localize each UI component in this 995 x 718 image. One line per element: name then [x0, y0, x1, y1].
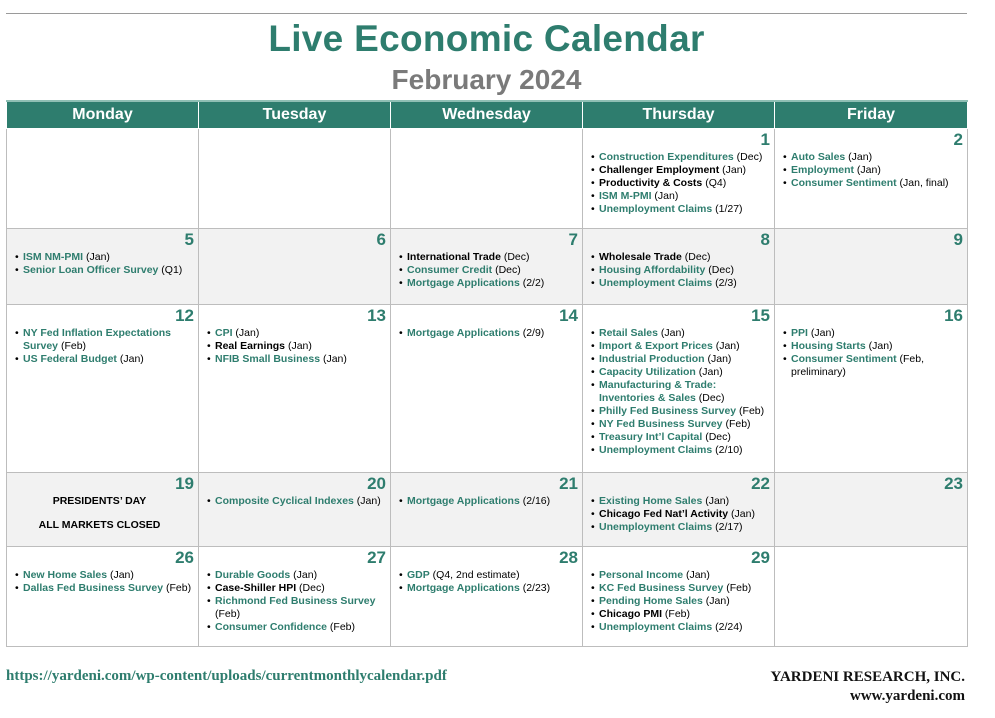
- event-period: (Dec): [702, 430, 731, 443]
- weekday-header: Monday: [7, 101, 199, 128]
- day-cell: [391, 228, 583, 304]
- event-item: [591, 251, 770, 264]
- event-item: [591, 444, 770, 457]
- event-period: (Feb): [58, 339, 87, 352]
- event-item: [207, 595, 386, 621]
- event-list: [399, 251, 578, 290]
- event-list: [591, 151, 770, 216]
- event-title-link[interactable]: Wholesale Trade: [599, 250, 682, 263]
- day-cell: [583, 228, 775, 304]
- day-cell: [391, 472, 583, 546]
- event-period: (Jan): [683, 568, 710, 581]
- day-number: 26: [175, 547, 194, 567]
- day-cell: [7, 228, 199, 304]
- event-item: [399, 251, 578, 264]
- day-number: 19: [175, 473, 194, 493]
- event-period: (Jan): [719, 163, 747, 176]
- event-title-link[interactable]: Mortgage Applications: [407, 581, 520, 594]
- event-item: [399, 277, 578, 290]
- page-title: Live Economic Calendar: [268, 18, 705, 59]
- event-title-link[interactable]: Housing Starts: [791, 339, 866, 352]
- event-item: [591, 353, 770, 366]
- day-cell: [775, 128, 968, 228]
- event-item: [207, 495, 386, 508]
- event-period: (Jan): [107, 568, 134, 581]
- event-item: [15, 264, 194, 277]
- event-period: (Jan): [116, 352, 144, 365]
- event-title-link[interactable]: GDP: [407, 568, 430, 581]
- weekday-header: Friday: [775, 101, 968, 128]
- event-period: (Jan): [865, 339, 893, 352]
- week-row: [7, 304, 968, 472]
- event-period: (Jan): [728, 507, 755, 520]
- event-item: [591, 264, 770, 277]
- day-number: 5: [184, 229, 194, 249]
- event-item: [591, 621, 770, 634]
- event-title-link[interactable]: Unemployment Claims: [599, 202, 713, 215]
- day-number: 9: [953, 229, 963, 249]
- event-item: [591, 431, 770, 444]
- event-item: [783, 340, 963, 353]
- day-cell: [199, 228, 391, 304]
- event-list: [207, 327, 386, 366]
- event-period: (Dec): [695, 391, 725, 404]
- event-item: [15, 251, 194, 264]
- event-item: [591, 277, 770, 290]
- day-cell: [775, 304, 968, 472]
- event-list: [207, 495, 386, 508]
- event-period: (Q1): [158, 263, 183, 276]
- event-title-link[interactable]: NFIB Small Business: [215, 352, 321, 365]
- day-number: 8: [760, 229, 770, 249]
- event-item: [399, 264, 578, 277]
- week-row: [7, 128, 968, 228]
- week-row: [7, 472, 968, 546]
- weekday-header-row: [7, 101, 968, 128]
- event-title-link[interactable]: Consumer Sentiment: [791, 176, 897, 189]
- event-item: [207, 340, 386, 353]
- event-item: [591, 327, 770, 340]
- day-number: 28: [559, 547, 578, 567]
- event-title-link[interactable]: Consumer Sentiment: [791, 352, 897, 365]
- day-cell: [583, 546, 775, 646]
- event-period: (Dec): [733, 150, 763, 163]
- week-row: [7, 228, 968, 304]
- day-cell: [583, 128, 775, 228]
- event-item: [591, 164, 770, 177]
- event-period: (2/17): [712, 520, 743, 533]
- day-cell: [775, 472, 968, 546]
- event-item: [591, 569, 770, 582]
- event-title-link[interactable]: Existing Home Sales: [599, 494, 703, 507]
- event-title-link[interactable]: Mortgage Applications: [407, 276, 520, 289]
- event-list: [207, 569, 386, 634]
- day-cell: [7, 304, 199, 472]
- day-cell: [199, 128, 391, 228]
- event-title-link[interactable]: Consumer Confidence: [215, 620, 328, 633]
- day-number: 16: [944, 305, 963, 325]
- event-list: [15, 569, 194, 595]
- event-item: [783, 353, 963, 379]
- event-list: [15, 327, 194, 366]
- event-title-link[interactable]: Employment: [791, 163, 855, 176]
- event-title-link[interactable]: Unemployment Claims: [599, 443, 713, 456]
- event-period: (Dec): [681, 250, 711, 263]
- event-title-link[interactable]: Treasury Int’l Capital: [599, 430, 703, 443]
- event-period: (Feb): [723, 581, 752, 594]
- event-item: [591, 582, 770, 595]
- event-item: [591, 379, 770, 405]
- event-title-link[interactable]: Industrial Production: [599, 352, 705, 365]
- holiday-note: [15, 495, 194, 532]
- event-title-link[interactable]: PPI: [791, 326, 808, 339]
- event-period: (Feb): [163, 581, 192, 594]
- company-website[interactable]: www.yardeni.com: [850, 688, 965, 704]
- event-title-link[interactable]: Import & Export Prices: [599, 339, 713, 352]
- event-title-link[interactable]: Composite Cyclical Indexes: [215, 494, 354, 507]
- event-list: [399, 569, 578, 595]
- event-title-link[interactable]: ISM M-PMI: [599, 189, 652, 202]
- day-cell: [775, 228, 968, 304]
- event-period: (Jan): [353, 494, 381, 507]
- event-title-link[interactable]: Housing Affordability: [599, 263, 706, 276]
- day-number: 2: [953, 129, 963, 149]
- event-item: [207, 582, 386, 595]
- event-period: (Q4): [702, 176, 727, 189]
- event-item: [207, 353, 386, 366]
- event-list: [591, 495, 770, 534]
- event-period: (Jan): [285, 339, 312, 352]
- event-title-link[interactable]: Unemployment Claims: [599, 276, 713, 289]
- weekday-header: Wednesday: [391, 101, 583, 128]
- event-title-link[interactable]: Dallas Fed Business Survey: [23, 581, 164, 594]
- event-item: [783, 177, 963, 190]
- event-item: [399, 495, 578, 508]
- event-period: (Jan): [704, 352, 732, 365]
- event-list: [591, 251, 770, 290]
- event-title-link[interactable]: Unemployment Claims: [599, 520, 713, 533]
- event-period: (Jan): [854, 163, 881, 176]
- event-period: (Feb): [736, 404, 765, 417]
- day-cell: [199, 304, 391, 472]
- event-title-link[interactable]: International Trade: [407, 250, 501, 263]
- event-period: (2/24): [712, 620, 743, 633]
- event-period: (Feb): [327, 620, 356, 633]
- event-title-link[interactable]: NY Fed Business Survey: [599, 417, 723, 430]
- event-period: (Jan): [657, 326, 685, 339]
- event-list: [15, 251, 194, 277]
- holiday-line: ALL MARKETS CLOSED: [38, 518, 161, 531]
- event-item: [207, 621, 386, 634]
- event-title-link[interactable]: Senior Loan Officer Survey: [23, 263, 159, 276]
- day-cell: [391, 304, 583, 472]
- event-period: (Jan, final): [896, 176, 949, 189]
- event-title-link[interactable]: Auto Sales: [791, 150, 846, 163]
- event-item: [399, 327, 578, 340]
- event-period: (2/9): [519, 326, 545, 339]
- day-cell: [583, 472, 775, 546]
- event-title-link[interactable]: NY Fed Inflation Expectations Survey: [23, 326, 171, 352]
- event-title-link[interactable]: Pending Home Sales: [599, 594, 703, 607]
- event-item: [591, 366, 770, 379]
- event-period: (Feb, preliminary): [791, 352, 925, 378]
- event-item: [591, 418, 770, 431]
- event-period: (2/10): [712, 443, 743, 456]
- event-title-link[interactable]: Construction Expenditures: [599, 150, 734, 163]
- event-item: [207, 327, 386, 340]
- event-period: (2/23): [519, 581, 551, 594]
- day-cell: [7, 128, 199, 228]
- event-period: (Jan): [290, 568, 318, 581]
- event-period: (Q4, 2nd estimate): [429, 568, 520, 581]
- source-url-link[interactable]: https://yardeni.com/wp-content/uploads/currentmonthlycalendar.pdf: [6, 668, 447, 684]
- day-number: 14: [559, 305, 578, 325]
- event-item: [15, 569, 194, 582]
- event-item: [399, 582, 578, 595]
- day-number: 7: [568, 229, 578, 249]
- event-title-link[interactable]: Mortgage Applications: [407, 494, 520, 507]
- event-item: [591, 495, 770, 508]
- week-row: [7, 546, 968, 646]
- event-title-link[interactable]: US Federal Budget: [23, 352, 117, 365]
- event-period: (Jan): [83, 250, 110, 263]
- event-period: (Dec): [492, 263, 521, 276]
- day-number: 13: [367, 305, 386, 325]
- event-item: [591, 595, 770, 608]
- event-period: (Dec): [296, 581, 325, 594]
- event-item: [15, 353, 194, 366]
- event-period: (Feb): [215, 607, 241, 620]
- event-item: [15, 327, 194, 353]
- event-list: [591, 569, 770, 634]
- event-item: [591, 405, 770, 418]
- day-number: 1: [760, 129, 770, 149]
- event-title-link[interactable]: Challenger Employment: [599, 163, 720, 176]
- event-title-link[interactable]: Chicago PMI: [599, 607, 663, 620]
- event-item: [591, 521, 770, 534]
- event-title-link[interactable]: Unemployment Claims: [599, 620, 713, 633]
- event-period: (2/16): [519, 494, 551, 507]
- event-title-link[interactable]: Retail Sales: [599, 326, 658, 339]
- day-cell: [775, 546, 968, 646]
- event-item: [591, 190, 770, 203]
- day-cell: [199, 472, 391, 546]
- event-list: [399, 495, 578, 508]
- event-title-link[interactable]: Productivity & Costs: [599, 176, 703, 189]
- day-number: 15: [751, 305, 770, 325]
- day-number: 22: [751, 473, 770, 493]
- event-period: (Jan): [807, 326, 835, 339]
- event-period: (2/3): [712, 276, 737, 289]
- day-number: 21: [559, 473, 578, 493]
- page-subtitle: February 2024: [391, 64, 582, 95]
- event-item: [399, 569, 578, 582]
- event-item: [15, 582, 194, 595]
- event-period: (Feb): [662, 607, 691, 620]
- event-title-link[interactable]: Personal Income: [599, 568, 684, 581]
- footer-credit: [771, 668, 965, 706]
- event-period: (Jan): [702, 494, 730, 507]
- event-item: [207, 569, 386, 582]
- event-list: [399, 327, 578, 340]
- day-cell: [199, 546, 391, 646]
- day-cell: [7, 472, 199, 546]
- event-period: (Feb): [722, 417, 751, 430]
- event-period: (Jan): [651, 189, 679, 202]
- event-title-link[interactable]: CPI: [215, 326, 233, 339]
- event-item: [783, 151, 963, 164]
- event-period: (Dec): [500, 250, 530, 263]
- event-item: [591, 608, 770, 621]
- day-number: 20: [367, 473, 386, 493]
- event-title-link[interactable]: Richmond Fed Business Survey: [215, 594, 376, 607]
- weekday-header: Tuesday: [199, 101, 391, 128]
- event-title-link[interactable]: ISM NM-PMI: [23, 250, 84, 263]
- event-list: [591, 327, 770, 457]
- event-item: [591, 203, 770, 216]
- day-number: 29: [751, 547, 770, 567]
- event-item: [591, 340, 770, 353]
- event-title-link[interactable]: Durable Goods: [215, 568, 291, 581]
- calendar-grid: [6, 100, 968, 647]
- event-period: (Jan): [232, 326, 260, 339]
- event-title-link[interactable]: Chicago Fed Nat’l Activity: [599, 507, 729, 520]
- event-list: [783, 151, 963, 190]
- day-number: 23: [944, 473, 963, 493]
- day-number: 12: [175, 305, 194, 325]
- event-item: [591, 177, 770, 190]
- event-title-link[interactable]: Manufacturing & Trade: Inventories & Sales: [599, 378, 717, 404]
- company-name: YARDENI RESEARCH, INC.: [770, 669, 965, 685]
- event-item: [591, 508, 770, 521]
- event-period: (2/2): [519, 276, 545, 289]
- day-cell: [391, 546, 583, 646]
- day-cell: [583, 304, 775, 472]
- event-period: (Jan): [845, 150, 873, 163]
- event-title-link[interactable]: Philly Fed Business Survey: [599, 404, 737, 417]
- day-number: 6: [376, 229, 386, 249]
- event-list: [783, 327, 963, 379]
- event-title-link[interactable]: KC Fed Business Survey: [599, 581, 724, 594]
- event-period: (Dec): [705, 263, 734, 276]
- event-item: [591, 151, 770, 164]
- event-title-link[interactable]: Case-Shiller HPI: [215, 581, 297, 594]
- event-item: [783, 327, 963, 340]
- day-number: 27: [367, 547, 386, 567]
- event-period: (Jan): [695, 365, 723, 378]
- event-period: (Jan): [712, 339, 740, 352]
- event-title-link[interactable]: Mortgage Applications: [407, 326, 520, 339]
- weekday-header: Thursday: [583, 101, 775, 128]
- event-title-link[interactable]: Capacity Utilization: [599, 365, 696, 378]
- event-period: (1/27): [712, 202, 743, 215]
- event-item: [783, 164, 963, 177]
- event-title-link[interactable]: Consumer Credit: [407, 263, 493, 276]
- day-cell: [7, 546, 199, 646]
- event-period: (Jan): [320, 352, 347, 365]
- event-title-link[interactable]: New Home Sales: [23, 568, 108, 581]
- event-period: (Jan): [702, 594, 730, 607]
- top-rule: [6, 13, 967, 14]
- day-cell: [391, 128, 583, 228]
- event-title-link[interactable]: Real Earnings: [215, 339, 286, 352]
- holiday-line: PRESIDENTS’ DAY: [52, 494, 147, 507]
